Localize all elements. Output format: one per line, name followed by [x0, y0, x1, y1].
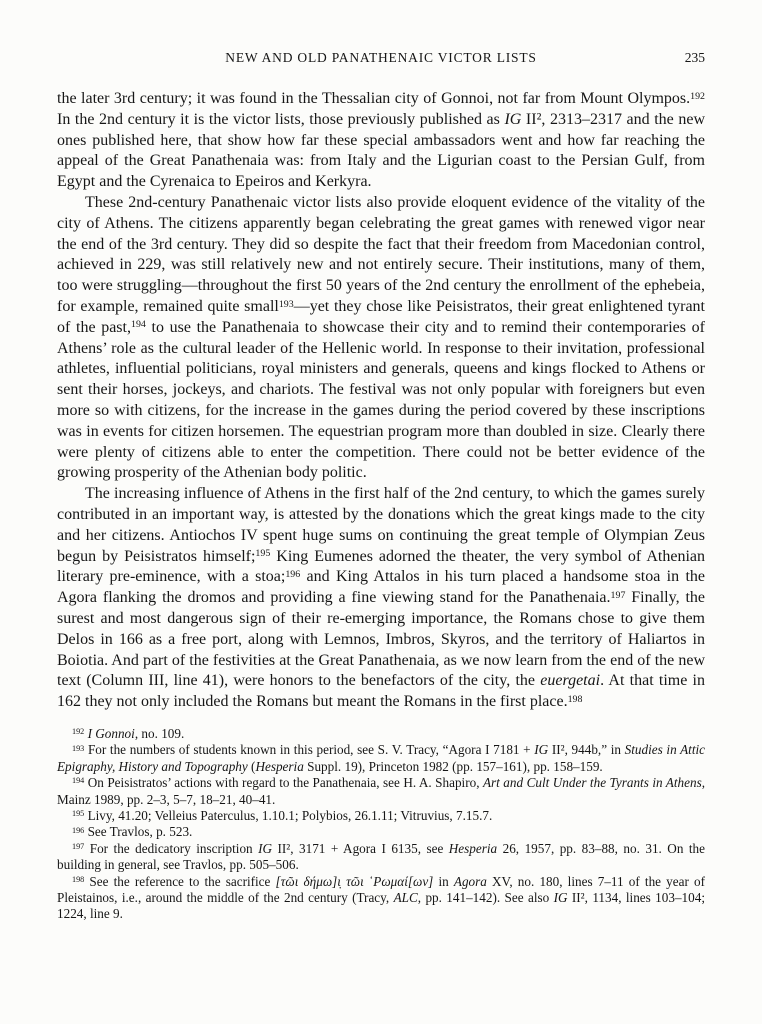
body-paragraph-2: These 2nd-century Panathenaic victor lists also provide eloquent evidence of the vitality of the city of Athens. The citizens apparently began celebrating the great games with renewed vigor near the end of the 3rd century. They did so despite the fact that their freedom from Macedonian control, achieved in 229, was still relatively new and not entirely secure. Their institutions, many of them, too were struggling—throughout the first 50 years of the 2nd century the enrollment of the ephebeia, for example, remained quite small$^{193}$—yet they chose like Peisistratos, their great enlightened tyrant of the past,$^{194}$ to use the Panathenaia to showcase their city and to remind their contemporaries of Athens’ role as the cultural leader of the Hellenic world. In response to their invitation, professional athletes, influential politicians, royal ministers and generals, queens and kings flocked to Athens or sent their horses, jockeys, and chariots. The festival was not only popular with foreigners but even more so with citizens, for the increase in the games during the period covered by these inscriptions was in events for citizen horsemen. The equestrian program more than doubled in size. Clearly there were plenty of citizens able to enter the competition. There could not be better evidence of the growing prosperity of the Athenian body politic. [57, 193, 705, 482]
footnotes [57, 726, 705, 923]
footnote-number: 197 [72, 842, 85, 852]
footnote-195: $^{195}$ Livy, 41.20; Velleius Paterculus, 1.10.1; Polybios, 26.1.11; Vitruvius, 7.15.7. [72, 807, 493, 823]
footnote-192: $^{192}$ I Gonnoi, no. 109. [72, 725, 185, 741]
footnote-194: $^{194}$ On Peisistratos’ actions with regard to the Panathenaia, see H. A. Shapiro, Art and Cult Under the Tyrants in Athens, Mainz 1989, pp. 2–3, 5–7, 18–21, 40–41. [57, 775, 705, 807]
page-number: 235 [684, 50, 705, 65]
footnote-number: 195 [72, 809, 85, 819]
footnote-reference: 198 [567, 693, 583, 705]
footnote-number: 198 [72, 874, 85, 884]
footnote-reference: 192 [690, 90, 705, 102]
page-header [57, 50, 705, 67]
footnote-reference: 193 [278, 298, 294, 310]
footnote-reference: 194 [130, 319, 146, 331]
running-title: NEW AND OLD PANATHENAIC VICTOR LISTS [225, 50, 537, 65]
footnote-196: $^{196}$ See Travlos, p. 523. [72, 824, 193, 840]
footnote-reference: 197 [610, 589, 626, 601]
footnote-197: $^{197}$ For the dedicatory inscription IG II², 3171 + Agora I 6135, see Hesperia 26, 1957, pp. 83–88, no. 31. On the building in general, see Travlos, pp. 505–506. [57, 840, 705, 873]
footnote-number: 193 [72, 743, 85, 753]
body-text [57, 89, 705, 713]
footnote-193: $^{193}$ For the numbers of students known in this period, see S. V. Tracy, “Agora I 7181 + IG II², 944b,” in Studies in Attic Epigraphy, History and Topography (Hesperia Suppl. 19), Princeton 1982 (pp. 157–161), pp. 158–159. [57, 742, 706, 774]
footnote-number: 196 [72, 825, 85, 835]
footnote-reference: 196 [285, 568, 301, 580]
footnote-reference: 195 [255, 548, 271, 560]
footnote-198: $^{198}$ See the reference to the sacrifice [τῶι δήμω]ι̣ τῶι ῾Ρωμαί[ων] in Agora XV, no. 180, lines 7–11 of the year of Pleistainos, i.e., around the middle of the 2nd century (Tracy, ALC, pp. 141–142). See also IG II², 1134, lines 103–104; 1224, line 9. [57, 873, 705, 922]
footnote-number: 192 [72, 727, 85, 737]
body-paragraph-3: The increasing influence of Athens in the first half of the 2nd century, to which the games surely contributed in an important way, is attested by the donations which the great kings made to the city and her citizens. Antiochos IV spent huge sums on continuing the great temple of Olympian Zeus begun by Peisistratos himself;$^{195}$ King Eumenes adorned the theater, the very symbol of Athenian literary pre-eminence, with a stoa;$^{196}$ and King Attalos in his turn placed a handsome stoa in the Agora flanking the dromos and providing a fine viewing stand for the Panathenaia.$^{197}$ Finally, the surest and most dangerous sign of their re-emerging importance, the Romans chose to give them Delos in 166 as a free port, along with Lemnos, Imbros, Skyros, and the territory of Haliartos in Boiotia. And part of the festivities at the Great Panathenaia, as we now learn from the end of the new text (Column III, line 41), were honors to the benefactors of the city, the euergetai. At that time in 162 they not only included the Romans but meant the Romans in the first place.$^{198}$ [57, 485, 706, 711]
body-paragraph-1: the later 3rd century; it was found in the Thessalian city of Gonnoi, not far from Mount Olympos.$^{192}$ In the 2nd century it is the victor lists, those previously published as IG II², 2313–2317 and the new ones published here, that show how far these special ambassadors went and how far reaching the appeal of the Great Panathenaia was: from Italy and the Ligurian coast to the Persian Gulf, from Egypt and the Cyrenaica to Epeiros and Kerkyra. [57, 90, 705, 191]
footnote-number: 194 [72, 776, 85, 786]
